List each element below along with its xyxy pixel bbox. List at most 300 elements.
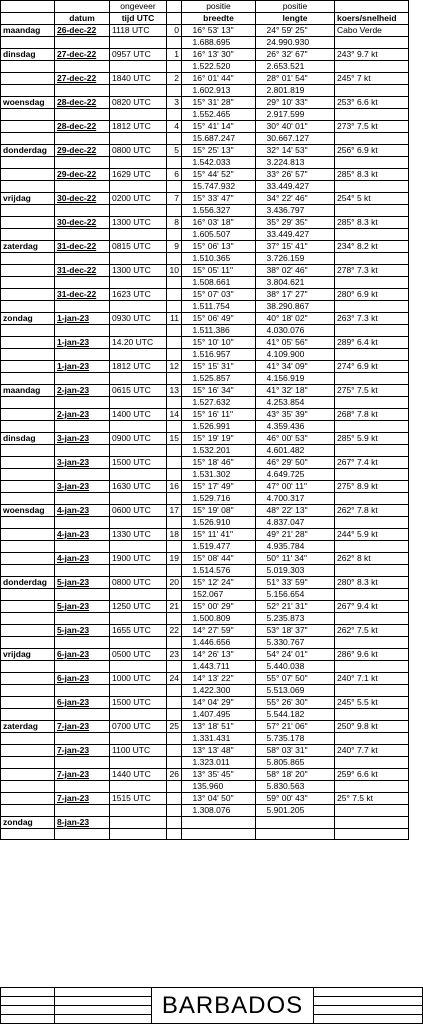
spacer-cell [256,169,265,181]
spacer-cell [256,25,265,37]
course-speed-cell: 280° 6.9 kt [335,289,409,301]
time-cell [110,469,167,481]
latitude-cell: 15° 05' 11" [191,265,256,277]
time-cell [110,277,167,289]
day-cell [1,421,55,433]
time-cell: 1812 UTC [110,361,167,373]
time-cell [110,421,167,433]
table-row [1,817,409,829]
date-cell [55,421,110,433]
latitude-cell: 15° 06' 49" [191,313,256,325]
time-cell [110,37,167,49]
latitude-cell: 15° 19' 19" [191,433,256,445]
latitude-cell: 14° 13' 22" [191,673,256,685]
table-row [1,61,409,73]
longitude-cell: 41° 32' 18" [265,385,335,397]
spacer-cell [256,709,265,721]
course-speed-cell: 240° 7.7 kt [335,745,409,757]
day-cell [1,529,55,541]
table-row [1,145,409,157]
day-cell [1,169,55,181]
course-speed-cell [335,805,409,817]
course-speed-cell [335,325,409,337]
time-cell [110,637,167,649]
longitude-cell: 47° 00' 11" [265,481,335,493]
table-row [1,49,409,61]
longitude-cell: 3.436.797 [265,205,335,217]
spacer-cell [256,601,265,613]
date-cell: 3-jan-23 [55,433,110,445]
header-cell: koers/snelheid [335,13,409,25]
position-number-cell: 16 [167,481,182,493]
day-cell [1,85,55,97]
latitude-cell: 152.067 [191,589,256,601]
spacer-cell [256,121,265,133]
day-cell [1,661,55,673]
time-cell [110,829,167,840]
spacer-cell [256,769,265,781]
latitude-cell: 1.514.576 [191,565,256,577]
latitude-cell: 15° 10' 10" [191,337,256,349]
day-cell [1,541,55,553]
course-speed-cell [335,817,409,829]
course-speed-cell [335,733,409,745]
day-cell: vrijdag [1,193,55,205]
table-row [1,745,409,757]
date-cell [55,181,110,193]
date-cell: 1-jan-23 [55,337,110,349]
position-number-cell: 5 [167,145,182,157]
position-number-cell [167,229,182,241]
table-row [1,121,409,133]
header-cell [335,1,409,13]
latitude-cell: 14° 04' 29" [191,697,256,709]
date-cell: 4-jan-23 [55,553,110,565]
longitude-cell: 49° 21' 28" [265,529,335,541]
date-cell [55,349,110,361]
position-number-cell [167,373,182,385]
date-cell: 6-jan-23 [55,649,110,661]
date-cell: 28-dec-22 [55,97,110,109]
spacer-cell [256,469,265,481]
table-row [1,85,409,97]
footer [0,987,423,1024]
course-speed-cell [335,229,409,241]
latitude-cell: 1.552.465 [191,109,256,121]
time-cell [110,685,167,697]
time-cell [110,733,167,745]
header-cell [167,1,182,13]
day-cell: woensdag [1,97,55,109]
course-speed-cell: 254° 5 kt [335,193,409,205]
spacer-cell [256,157,265,169]
time-cell: 1812 UTC [110,121,167,133]
table-row [1,385,409,397]
day-cell [1,409,55,421]
day-cell [1,337,55,349]
time-cell: 0200 UTC [110,193,167,205]
spacer-cell [182,253,191,265]
date-cell: 3-jan-23 [55,481,110,493]
spacer-cell [182,469,191,481]
table-row [1,541,409,553]
latitude-cell: 15° 16' 11" [191,409,256,421]
table-row [1,721,409,733]
course-speed-cell [335,445,409,457]
position-number-cell: 12 [167,361,182,373]
position-number-cell: 17 [167,505,182,517]
latitude-cell: 1.542.033 [191,157,256,169]
course-speed-cell: 244° 5.9 kt [335,529,409,541]
position-number-cell: 2 [167,73,182,85]
spacer-cell [182,577,191,589]
position-number-cell [167,445,182,457]
table-row [1,829,409,840]
spacer-cell [182,493,191,505]
table-row [1,205,409,217]
spacer-cell [256,733,265,745]
spacer-cell [256,805,265,817]
spacer-cell [182,217,191,229]
date-cell [55,709,110,721]
latitude-cell: 13° 13' 48" [191,745,256,757]
position-number-cell [167,637,182,649]
time-cell [110,757,167,769]
spacer-cell [182,457,191,469]
table-row [1,481,409,493]
latitude-cell: 1.331.431 [191,733,256,745]
spacer-cell [182,529,191,541]
course-speed-cell [335,205,409,217]
header-cell: datum [55,13,110,25]
position-number-cell: 8 [167,217,182,229]
longitude-cell: 46° 00' 53" [265,433,335,445]
position-number-cell [167,829,182,840]
day-cell [1,373,55,385]
position-number-cell: 23 [167,649,182,661]
longitude-cell: 5.805.865 [265,757,335,769]
table-row [1,649,409,661]
day-cell: dinsdag [1,49,55,61]
latitude-cell: 15° 16' 34" [191,385,256,397]
day-cell: zaterdag [1,241,55,253]
day-cell [1,769,55,781]
header-cell: positie [256,1,335,13]
course-speed-cell [335,349,409,361]
time-cell: 0800 UTC [110,577,167,589]
date-cell: 27-dec-22 [55,73,110,85]
table-row [1,253,409,265]
date-cell [55,253,110,265]
latitude-cell: 1.527.632 [191,397,256,409]
latitude-cell: 14° 26' 13" [191,649,256,661]
position-number-cell: 13 [167,385,182,397]
latitude-cell: 15.687.247 [191,133,256,145]
position-number-cell [167,61,182,73]
spacer-cell [256,217,265,229]
date-cell [55,133,110,145]
time-cell: 1440 UTC [110,769,167,781]
day-cell [1,481,55,493]
table-row [1,229,409,241]
latitude-cell: 1.526.991 [191,421,256,433]
table-row [1,109,409,121]
date-cell [55,541,110,553]
date-cell [55,85,110,97]
table-row [1,337,409,349]
spacer-cell [256,697,265,709]
longitude-cell: 32° 14' 53" [265,145,335,157]
longitude-cell: 4.253.854 [265,397,335,409]
date-cell [55,805,110,817]
longitude-cell: 24° 59' 25" [265,25,335,37]
latitude-cell: 1.422.300 [191,685,256,697]
spacer-cell [182,205,191,217]
table-row [1,73,409,85]
longitude-cell: 58° 03' 31" [265,745,335,757]
time-cell: 0615 UTC [110,385,167,397]
longitude-cell: 41° 05' 56" [265,337,335,349]
longitude-cell: 40° 18' 02" [265,313,335,325]
table-row [1,409,409,421]
course-speed-cell: 280° 8.3 kt [335,577,409,589]
date-cell: 31-dec-22 [55,241,110,253]
destination-label: BARBADOS [151,987,314,1024]
position-number-cell: 14 [167,409,182,421]
spacer-cell [256,325,265,337]
longitude-cell: 4.700.317 [265,493,335,505]
longitude-cell: 50° 11' 34" [265,553,335,565]
position-number-cell [167,805,182,817]
date-cell: 26-dec-22 [55,25,110,37]
longitude-cell: 2.801.819 [265,85,335,97]
latitude-cell: 15° 31' 28" [191,97,256,109]
spacer-cell [182,349,191,361]
date-cell: 30-dec-22 [55,217,110,229]
table-row [1,349,409,361]
day-cell [1,157,55,169]
spacer-cell [182,721,191,733]
position-number-cell [167,817,182,829]
spacer-cell [256,409,265,421]
date-cell [55,493,110,505]
spacer-cell [256,205,265,217]
course-speed-cell [335,277,409,289]
table-row [1,313,409,325]
table-row [1,697,409,709]
spacer-cell [182,637,191,649]
time-cell: 1100 UTC [110,745,167,757]
longitude-cell: 2.653.521 [265,61,335,73]
table-row [1,685,409,697]
time-cell: 0800 UTC [110,145,167,157]
latitude-cell: 15° 41' 14" [191,121,256,133]
date-cell: 2-jan-23 [55,385,110,397]
date-cell [55,565,110,577]
day-cell [1,181,55,193]
position-number-cell [167,37,182,49]
spacer-cell [182,517,191,529]
day-cell: vrijdag [1,649,55,661]
spacer-cell [256,181,265,193]
course-speed-cell [335,565,409,577]
day-cell [1,325,55,337]
course-speed-cell: 245° 7 kt [335,73,409,85]
latitude-cell: 15° 15' 31" [191,361,256,373]
position-number-cell [167,85,182,97]
position-number-cell [167,457,182,469]
spacer-cell [256,193,265,205]
latitude-cell: 1.529.716 [191,493,256,505]
spacer-cell [256,61,265,73]
spacer-cell [256,481,265,493]
course-speed-cell [335,133,409,145]
table-row [1,781,409,793]
spacer-cell [256,37,265,49]
table-row [1,529,409,541]
course-speed-cell [335,541,409,553]
course-speed-cell [335,517,409,529]
time-cell: 1118 UTC [110,25,167,37]
position-number-cell [167,349,182,361]
date-cell: 2-jan-23 [55,409,110,421]
latitude-cell: 15° 11' 41" [191,529,256,541]
date-cell: 5-jan-23 [55,625,110,637]
course-speed-cell: 25° 7.5 kt [335,793,409,805]
course-speed-cell [335,757,409,769]
time-cell: 0900 UTC [110,433,167,445]
spacer-cell [182,133,191,145]
latitude-cell: 1.605.507 [191,229,256,241]
spacer-cell [256,553,265,565]
spacer-cell [256,745,265,757]
date-cell: 6-jan-23 [55,697,110,709]
spacer-cell [256,301,265,313]
latitude-cell: 16° 53' 13" [191,25,256,37]
table-row [1,637,409,649]
spacer-cell [256,97,265,109]
latitude-cell: 15° 19' 08" [191,505,256,517]
table-row [1,265,409,277]
time-cell [110,781,167,793]
course-speed-cell [335,829,409,840]
spacer-cell [256,505,265,517]
date-cell [55,325,110,337]
time-cell: 1655 UTC [110,625,167,637]
spacer-cell [182,625,191,637]
date-cell [55,277,110,289]
spacer-cell [256,337,265,349]
spacer-cell [256,817,265,829]
date-cell: 31-dec-22 [55,289,110,301]
time-cell [110,517,167,529]
longitude-cell: 5.330.767 [265,637,335,649]
position-number-cell [167,253,182,265]
table-row [1,301,409,313]
latitude-cell: 15.747.932 [191,181,256,193]
position-number-cell [167,181,182,193]
spacer-cell [256,289,265,301]
course-speed-cell: 274° 6.9 kt [335,361,409,373]
course-speed-cell [335,373,409,385]
day-cell: donderdag [1,145,55,157]
spacer-cell [182,121,191,133]
day-cell [1,217,55,229]
day-cell [1,601,55,613]
spacer-cell [256,109,265,121]
time-cell: 1000 UTC [110,673,167,685]
spacer-cell [256,145,265,157]
longitude-cell [265,817,335,829]
time-cell: 1300 UTC [110,265,167,277]
spacer-cell [256,637,265,649]
course-speed-cell [335,397,409,409]
position-number-cell [167,325,182,337]
course-speed-cell: 286° 9.6 kt [335,649,409,661]
longitude-cell: 38° 17' 27" [265,289,335,301]
longitude-cell: 5.156.654 [265,589,335,601]
day-cell [1,733,55,745]
latitude-cell: 1.526.910 [191,517,256,529]
date-cell [55,685,110,697]
course-speed-cell [335,469,409,481]
table-row [1,625,409,637]
position-number-cell [167,745,182,757]
course-speed-cell [335,613,409,625]
time-cell: 1515 UTC [110,793,167,805]
longitude-cell: 46° 29' 50" [265,457,335,469]
date-cell [55,109,110,121]
table-row [1,421,409,433]
longitude-cell [265,829,335,840]
latitude-cell: 15° 00' 29" [191,601,256,613]
day-cell [1,301,55,313]
longitude-cell: 33.449.427 [265,181,335,193]
longitude-cell: 3.224.813 [265,157,335,169]
position-number-cell [167,565,182,577]
spacer-cell [256,613,265,625]
spacer-cell [182,589,191,601]
longitude-cell: 48° 22' 13" [265,505,335,517]
latitude-cell: 1.516.957 [191,349,256,361]
longitude-cell: 4.601.482 [265,445,335,457]
position-number-cell: 25 [167,721,182,733]
time-cell: 1330 UTC [110,529,167,541]
spacer-cell [182,265,191,277]
course-speed-cell [335,661,409,673]
day-cell [1,517,55,529]
time-cell: 0500 UTC [110,649,167,661]
spacer-cell [256,517,265,529]
position-number-cell [167,277,182,289]
spacer-cell [182,277,191,289]
longitude-cell: 43° 35' 39" [265,409,335,421]
time-cell [110,493,167,505]
spacer-cell [182,385,191,397]
spacer-cell [182,805,191,817]
spacer-cell [256,133,265,145]
latitude-cell: 1.511.754 [191,301,256,313]
latitude-cell: 15° 06' 13" [191,241,256,253]
spacer-cell [182,505,191,517]
time-cell [110,205,167,217]
longitude-cell: 3.726.159 [265,253,335,265]
spacer-cell [182,241,191,253]
longitude-cell: 5.901.205 [265,805,335,817]
spacer-cell [182,109,191,121]
position-number-cell [167,793,182,805]
date-cell: 5-jan-23 [55,577,110,589]
